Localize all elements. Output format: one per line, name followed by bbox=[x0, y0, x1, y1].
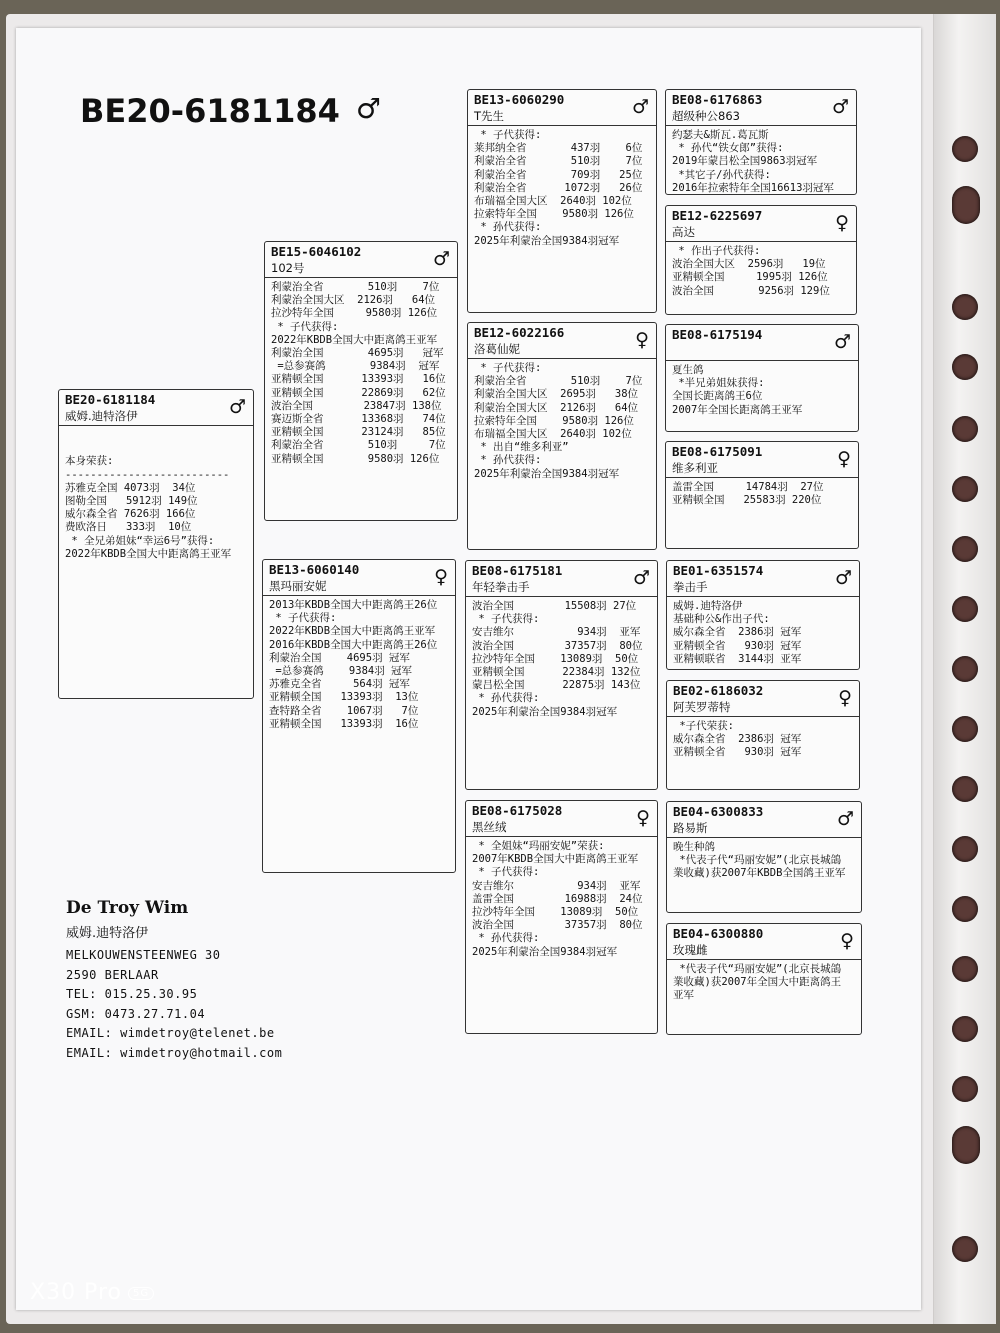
card-body bbox=[666, 361, 858, 420]
binder-strip bbox=[933, 14, 996, 1324]
ring-number: BE08-6175194 bbox=[672, 327, 763, 342]
pedigree-card-sire bbox=[264, 241, 458, 521]
pigeon-name: 黑玛丽安妮 bbox=[269, 579, 327, 593]
card-body bbox=[466, 837, 657, 962]
achievement-line: 利蒙治全省 510羽 7位 bbox=[271, 281, 440, 293]
achievement-line: 查特路全省 1067羽 7位 bbox=[269, 704, 419, 717]
card-body bbox=[667, 597, 859, 669]
phone: TEL: 015.25.30.95 bbox=[66, 987, 198, 1002]
achievement-line: 亚精顿全国 25583羽 220位 bbox=[672, 494, 822, 507]
achievement-line: 苏雅克全省 564羽 冠军 bbox=[269, 678, 410, 691]
achievement-line: 基础种公&作出子代: bbox=[673, 613, 770, 626]
achievement-line: 波治全国 37357羽 80位 bbox=[472, 919, 643, 932]
binder-hole bbox=[952, 776, 978, 802]
achievement-line: 晚生种鸽 bbox=[673, 841, 715, 853]
watermark-text: X30 Pro bbox=[30, 1280, 122, 1305]
binder-hole bbox=[952, 1076, 978, 1102]
pigeon-name: 洛葛仙妮 bbox=[474, 342, 520, 356]
achievement-line: 亚精顿全省 930羽 冠军 bbox=[673, 639, 802, 652]
watermark-badge: 5G bbox=[128, 1287, 154, 1300]
card-body bbox=[59, 426, 253, 564]
achievement-line: * 孙代“铁女郎”获得: bbox=[672, 142, 784, 155]
achievement-line: 利蒙治全省 510羽 7位 bbox=[271, 439, 446, 452]
pedigree-card-dd bbox=[465, 800, 658, 1034]
achievement-line: *半兄弟姐妹获得: bbox=[672, 377, 765, 390]
achievement-line: 盖雷全国 14784羽 27位 bbox=[672, 481, 824, 493]
ring-number: BE13-6060140 bbox=[269, 562, 360, 577]
achievement-line: =总参赛鸽 9384羽 冠军 bbox=[269, 665, 413, 678]
pedigree-card-ds bbox=[465, 560, 658, 790]
achievement-line: =总参赛鸽 9384羽 冠军 bbox=[271, 360, 440, 373]
ring-number: BE08-6175028 bbox=[472, 803, 563, 818]
pigeon-name: 拳击手 bbox=[673, 580, 708, 594]
achievement-line: 2025年利蒙治全国9384羽冠军 bbox=[472, 705, 618, 718]
pedigree-card-sds bbox=[665, 324, 859, 432]
achievement-line: 拉索特年全国 9580羽 126位 bbox=[474, 208, 634, 221]
female-symbol-icon: ♀ bbox=[835, 212, 849, 234]
card-body bbox=[666, 242, 856, 301]
achievement-line: * 孙代获得: bbox=[472, 932, 540, 945]
achievement-line: 業收藏)获2007年KBDB全国鸽王亚军 bbox=[673, 867, 846, 880]
achievement-line: 亚精顿全国 22869羽 62位 bbox=[271, 386, 446, 399]
pedigree-card-ssd bbox=[665, 205, 857, 315]
card-body bbox=[667, 838, 861, 884]
achievement-line: 2007年KBDB全国大中距离鸽王亚军 bbox=[472, 853, 639, 866]
achievement-line: 图勒全国 5912羽 149位 bbox=[65, 495, 198, 508]
achievement-line: 2016年KBDB全国大中距离鸽王26位 bbox=[269, 638, 438, 651]
pedigree-card-dds bbox=[666, 801, 862, 913]
breeder-name-cn: 威姆.迪特洛伊 bbox=[66, 926, 149, 941]
male-symbol-icon: ♂ bbox=[356, 92, 382, 125]
mobile: GSM: 0473.27.71.04 bbox=[66, 1006, 206, 1021]
achievement-line: 利蒙治全省 709羽 25位 bbox=[474, 168, 643, 181]
achievement-line: 苏雅克全国 4073羽 34位 bbox=[65, 481, 196, 494]
achievement-line: * 子代获得: bbox=[271, 320, 339, 333]
achievement-line: 波治全国大区 2596羽 19位 bbox=[672, 258, 826, 271]
binder-hole bbox=[952, 354, 978, 380]
female-symbol-icon: ♀ bbox=[837, 448, 851, 470]
binder-hole bbox=[952, 656, 978, 682]
card-body bbox=[666, 126, 856, 195]
pigeon-name: 黑丝绒 bbox=[472, 820, 507, 834]
ring-number: BE12-6225697 bbox=[672, 208, 763, 223]
achievement-line: 2007年全国长距离鸽王亚军 bbox=[672, 403, 803, 416]
achievement-line: 波治全国 23847羽 138位 bbox=[271, 399, 442, 412]
pedigree-card-dam bbox=[262, 559, 456, 873]
achievement-line: *子代荣获: bbox=[673, 720, 734, 732]
achievement-line: 亚精顿联省 3144羽 亚军 bbox=[673, 652, 802, 665]
achievement-line: * 孙代获得: bbox=[474, 454, 542, 467]
achievement-line: 安吉维尔 934羽 亚军 bbox=[472, 626, 641, 639]
card-header bbox=[59, 390, 253, 426]
card-body bbox=[666, 478, 858, 510]
male-symbol-icon: ♂ bbox=[834, 567, 852, 589]
female-symbol-icon: ♀ bbox=[636, 807, 650, 829]
achievement-line: * 全兄弟姐妹“幸运6号”获得: bbox=[65, 534, 215, 547]
achievement-line: 利蒙治全国大区 2126羽 64位 bbox=[271, 294, 436, 307]
female-symbol-icon: ♀ bbox=[838, 687, 852, 709]
card-header bbox=[666, 325, 858, 361]
achievement-line: * 孙代获得: bbox=[474, 221, 542, 234]
pedigree-card-sss bbox=[665, 89, 857, 195]
achievement-line: 夏生鸽 bbox=[672, 364, 704, 376]
pedigree-card-dsd bbox=[666, 680, 860, 790]
pigeon-name: 玫瑰雌 bbox=[673, 943, 708, 957]
achievement-line: 亚精顿全省 930羽 冠军 bbox=[673, 746, 802, 759]
achievement-line: * 子代获得: bbox=[472, 613, 540, 626]
email-2: EMAIL: wimdetroy@hotmail.com bbox=[66, 1045, 283, 1060]
female-symbol-icon: ♀ bbox=[635, 329, 649, 351]
pedigree-card-dss bbox=[666, 560, 860, 670]
achievement-line: * 子代获得: bbox=[474, 129, 542, 141]
binder-hole bbox=[952, 596, 978, 622]
email-1: EMAIL: wimdetroy@telenet.be bbox=[66, 1026, 275, 1041]
pigeon-name: 高达 bbox=[672, 225, 695, 239]
achievement-line: 波治全国 37357羽 80位 bbox=[472, 639, 643, 652]
achievement-line: 利蒙治全国 4695羽 冠军 bbox=[269, 651, 410, 664]
ring-number: BE15-6046102 bbox=[271, 244, 362, 259]
achievement-line: 亚精顿全国 9580羽 126位 bbox=[271, 452, 440, 465]
achievement-line: 威尔森全省 7626羽 166位 bbox=[65, 508, 196, 521]
ring-number: BE08-6176863 bbox=[672, 92, 763, 107]
male-symbol-icon: ♂ bbox=[228, 396, 246, 418]
achievement-line: 2016年拉索特年全国16613羽冠军 bbox=[672, 181, 834, 194]
achievement-line: 波治全国 15508羽 27位 bbox=[472, 600, 637, 612]
achievement-line: 2019年蒙吕松全国9863羽冠军 bbox=[672, 155, 818, 168]
achievement-line: 2025年利蒙治全国9384羽冠军 bbox=[474, 234, 620, 247]
binder-hole bbox=[952, 1126, 980, 1164]
pigeon-name: T先生 bbox=[474, 109, 505, 123]
ring-number: BE01-6351574 bbox=[673, 563, 764, 578]
achievement-line: 威尔森全省 2386羽 冠军 bbox=[673, 626, 802, 639]
card-header bbox=[667, 924, 861, 960]
achievement-line: 亚精顿全国 23124羽 85位 bbox=[271, 426, 446, 439]
pigeon-name: 路易斯 bbox=[673, 821, 708, 835]
achievement-line: 全国长距离鸽王6位 bbox=[672, 390, 763, 403]
achievement-line: 利蒙治全国大区 2126羽 64位 bbox=[474, 401, 639, 414]
ring-number: BE20-6181184 bbox=[65, 392, 156, 407]
card-header bbox=[666, 442, 858, 478]
card-header bbox=[263, 560, 455, 596]
pedigree-card-ddd bbox=[666, 923, 862, 1035]
achievement-line: * 出自“维多利亚” bbox=[474, 441, 569, 454]
card-body bbox=[265, 278, 457, 469]
achievement-line: 利蒙治全省 510羽 7位 bbox=[474, 155, 643, 168]
achievement-line: * 孙代获得: bbox=[472, 692, 540, 705]
camera-watermark bbox=[30, 1280, 154, 1305]
male-symbol-icon: ♂ bbox=[833, 331, 851, 353]
card-header bbox=[468, 90, 656, 126]
pigeon-name: 年轻拳击手 bbox=[472, 580, 530, 594]
male-symbol-icon: ♂ bbox=[831, 96, 849, 118]
achievement-line: 2013年KBDB全国大中距离鸽王26位 bbox=[269, 599, 438, 611]
achievement-line: 拉索特年全国 9580羽 126位 bbox=[474, 414, 634, 427]
breeder-name: De Troy Wim bbox=[66, 898, 189, 918]
pigeon-name: 102号 bbox=[271, 261, 305, 275]
achievement-line: 约瑟夫&斯瓦.葛瓦斯 bbox=[672, 129, 769, 141]
achievement-line: 莱邦纳全省 437羽 6位 bbox=[474, 142, 643, 155]
breeder-contact bbox=[66, 898, 282, 1064]
achievement-line: 亚军 bbox=[673, 989, 694, 1002]
achievement-line: * 作出子代获得: bbox=[672, 245, 761, 257]
binder-hole bbox=[952, 836, 978, 862]
pedigree-card-sd bbox=[467, 322, 657, 550]
binder-hole bbox=[952, 476, 978, 502]
card-body bbox=[466, 597, 657, 722]
card-body bbox=[263, 596, 455, 734]
achievement-line: * 全姐妹“玛丽安妮”荣获: bbox=[472, 840, 605, 852]
main-ring-number: BE20-6181184 bbox=[80, 92, 340, 130]
binder-hole bbox=[952, 716, 978, 742]
binder-hole bbox=[952, 956, 978, 982]
achievement-line: * 子代获得: bbox=[472, 866, 540, 879]
card-header bbox=[466, 561, 657, 597]
achievement-line: *其它子/孙代获得: bbox=[672, 168, 771, 181]
pedigree-card-ss bbox=[467, 89, 657, 313]
achievement-line: 2022年KBDB全国大中距离鸽王亚军 bbox=[65, 547, 232, 560]
achievement-line: 利蒙治全省 1072羽 26位 bbox=[474, 181, 643, 194]
achievement-line: 利蒙治全国大区 2695羽 38位 bbox=[474, 388, 639, 401]
card-header bbox=[666, 206, 856, 242]
female-symbol-icon: ♀ bbox=[840, 930, 854, 952]
binder-hole bbox=[952, 294, 978, 320]
ring-number: BE13-6060290 bbox=[474, 92, 565, 107]
binder-hole bbox=[952, 536, 978, 562]
pedigree-card-subject bbox=[58, 389, 254, 699]
card-header bbox=[468, 323, 656, 359]
achievement-line: 威姆.迪特洛伊 bbox=[673, 600, 743, 612]
achievement-line: 波治全国 9256羽 129位 bbox=[672, 284, 830, 297]
achievement-line: 2025年利蒙治全国9384羽冠军 bbox=[472, 945, 618, 958]
achievement-line: 亚精顿全国 22384羽 132位 bbox=[472, 666, 641, 679]
binder-hole bbox=[952, 1236, 978, 1262]
male-symbol-icon: ♂ bbox=[432, 248, 450, 270]
card-body bbox=[468, 126, 656, 251]
ring-number: BE04-6300880 bbox=[673, 926, 764, 941]
achievement-line: *代表子代“玛丽安妮”(北京長城鴿 bbox=[673, 963, 842, 975]
achievement-line: 亚精顿全国 13393羽 16位 bbox=[269, 717, 419, 730]
achievement-line: 赛迈斯全省 13368羽 74位 bbox=[271, 413, 446, 426]
achievement-line: 亚精顿全国 1995羽 126位 bbox=[672, 271, 828, 284]
achievement-line: 2022年KBDB全国大中距离鸽王亚军 bbox=[269, 625, 436, 638]
address-street: MELKOUWENSTEENWEG 30 bbox=[66, 948, 221, 962]
achievement-line: 本身荣获: bbox=[65, 455, 114, 468]
card-header bbox=[667, 561, 859, 597]
ring-number: BE02-6186032 bbox=[673, 683, 764, 698]
achievement-line bbox=[65, 429, 247, 442]
pedigree-card-sdd bbox=[665, 441, 859, 549]
card-header bbox=[265, 242, 457, 278]
card-header bbox=[666, 90, 856, 126]
male-symbol-icon: ♂ bbox=[631, 96, 649, 118]
binder-hole bbox=[952, 1016, 978, 1042]
achievement-line: 亚精顿全国 13393羽 13位 bbox=[269, 691, 419, 704]
achievement-line: 盖雷全国 16988羽 24位 bbox=[472, 892, 643, 905]
ring-number: BE08-6175181 bbox=[472, 563, 563, 578]
achievement-line: 安吉维尔 934羽 亚军 bbox=[472, 879, 641, 892]
pigeon-name: 阿芙罗蒂特 bbox=[673, 700, 731, 714]
card-header bbox=[667, 681, 859, 717]
achievement-line: * 子代获得: bbox=[269, 612, 337, 625]
ring-number: BE12-6022166 bbox=[474, 325, 565, 340]
achievement-line bbox=[65, 442, 247, 455]
achievement-line: *代表子代“玛丽安妮”(北京長城鴿 bbox=[673, 854, 842, 867]
binder-hole bbox=[952, 136, 978, 162]
achievement-line: 利蒙治全国 4695羽 冠军 bbox=[271, 347, 444, 360]
achievement-line: 2022年KBDB全国大中距离鸽王亚军 bbox=[271, 333, 438, 346]
ring-number: BE08-6175091 bbox=[672, 444, 763, 459]
card-header bbox=[466, 801, 657, 837]
card-body bbox=[468, 359, 656, 484]
binder-hole bbox=[952, 186, 980, 224]
male-symbol-icon: ♂ bbox=[836, 808, 854, 830]
achievement-line: * 子代获得: bbox=[474, 362, 542, 374]
achievement-line: 费欧洛日 333羽 10位 bbox=[65, 521, 192, 534]
achievement-line: 拉沙特年全国 13089羽 50位 bbox=[472, 652, 639, 665]
ring-number: BE04-6300833 bbox=[673, 804, 764, 819]
achievement-line: 布瑞福全国大区 2640羽 102位 bbox=[474, 428, 632, 441]
achievement-line: 拉沙特年全国 13089羽 50位 bbox=[472, 906, 639, 919]
achievement-line: 業收藏)获2007年全国大中距离鸽王 bbox=[673, 976, 842, 989]
achievement-line: 威尔森全省 2386羽 冠军 bbox=[673, 733, 802, 746]
pigeon-name: 维多利亚 bbox=[672, 461, 718, 475]
card-body bbox=[667, 960, 861, 1006]
achievement-line: 蒙吕松全国 22875羽 143位 bbox=[472, 679, 641, 692]
binder-hole bbox=[952, 896, 978, 922]
binder-hole bbox=[952, 416, 978, 442]
achievement-line: 利蒙治全省 510羽 7位 bbox=[474, 375, 643, 388]
pigeon-name: 威姆.迪特洛伊 bbox=[65, 409, 138, 423]
card-body bbox=[667, 717, 859, 763]
achievement-line: 拉沙特年全国 9580羽 126位 bbox=[271, 307, 438, 320]
achievement-line: 亚精顿全国 13393羽 16位 bbox=[271, 373, 446, 386]
achievement-line: -------------------------- bbox=[65, 468, 230, 481]
achievement-line: 2025年利蒙治全国9384羽冠军 bbox=[474, 467, 620, 480]
card-header bbox=[667, 802, 861, 838]
male-symbol-icon: ♂ bbox=[632, 567, 650, 589]
female-symbol-icon: ♀ bbox=[434, 566, 448, 588]
achievement-line: 布瑞福全国大区 2640羽 102位 bbox=[474, 195, 632, 208]
pigeon-name: 超级种公863 bbox=[672, 109, 740, 123]
address-city: 2590 BERLAAR bbox=[66, 967, 159, 982]
